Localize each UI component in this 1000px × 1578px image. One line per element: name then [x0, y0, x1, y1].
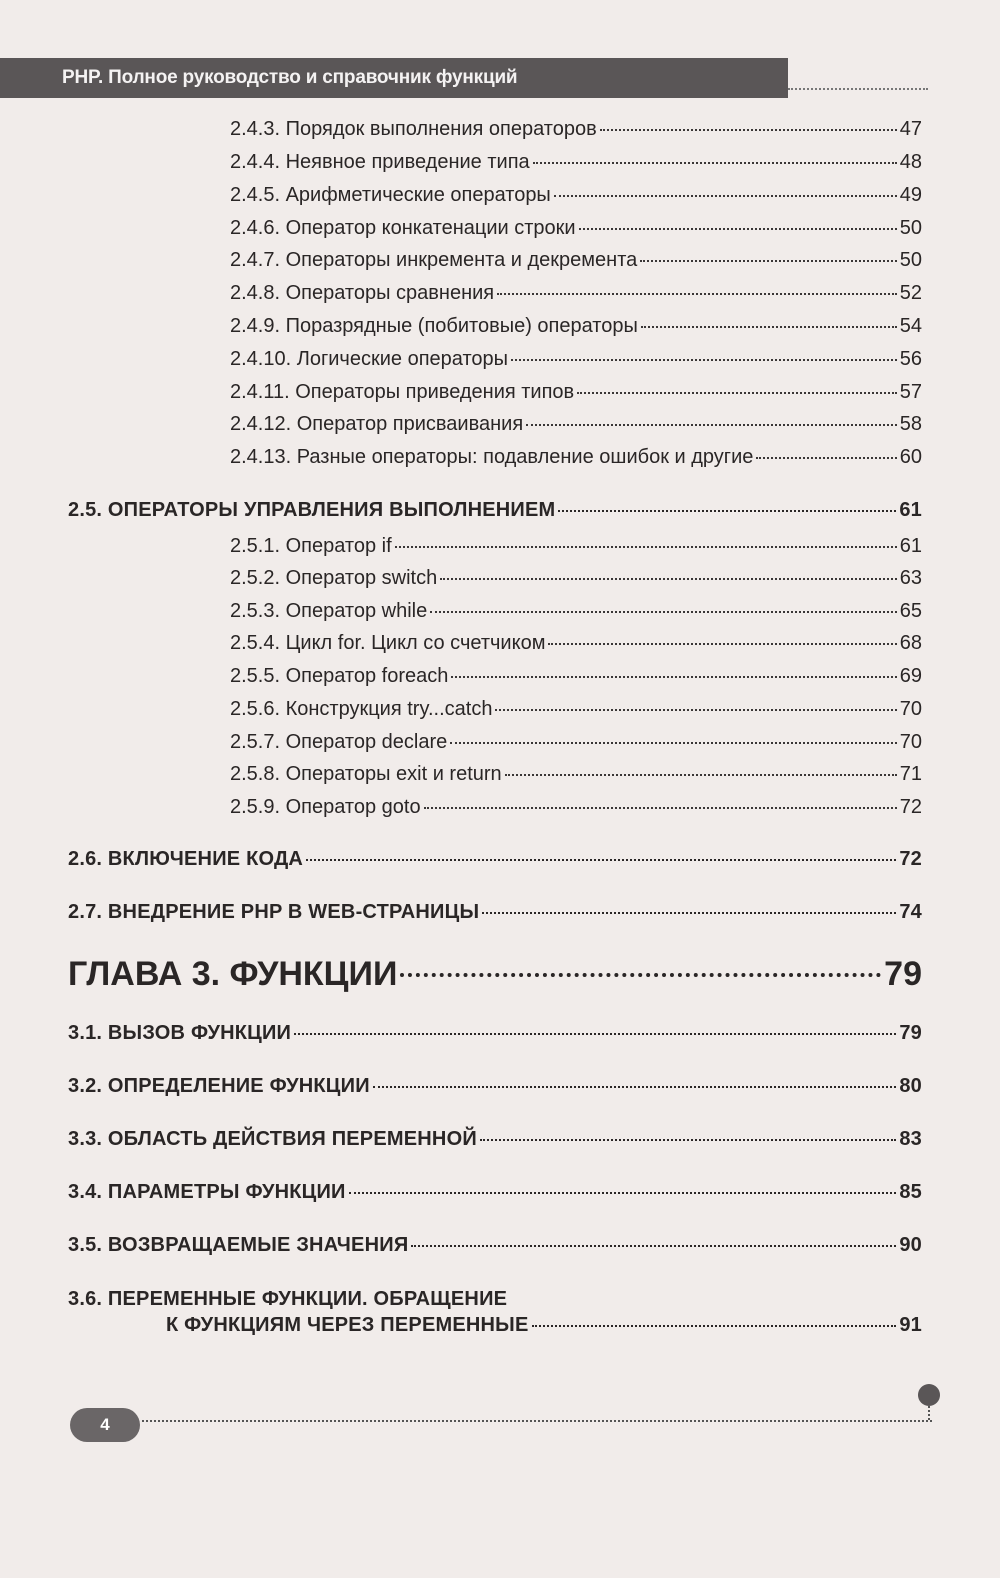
toc-entry-2-4-8: 2.4.8. Операторы сравнения 52 — [230, 282, 922, 304]
toc-entry-2-5-9: 2.5.9. Оператор goto 72 — [230, 796, 922, 818]
toc-entry-2-5-1: 2.5.1. Оператор if 61 — [230, 535, 922, 557]
page-number: 4 — [100, 1415, 110, 1434]
toc-entry-2-4-11: 2.4.11. Операторы приведения типов 57 — [230, 381, 922, 403]
toc-section-2-6: 2.6. ВКЛЮЧЕНИЕ КОДА 72 — [68, 848, 922, 870]
toc-section-3-5: 3.5. ВОЗВРАЩАЕМЫЕ ЗНАЧЕНИЯ 90 — [68, 1234, 922, 1256]
toc-entry-2-4-4: 2.4.4. Неявное приведение типа 48 — [230, 151, 922, 173]
footer-rule — [142, 1420, 932, 1422]
toc-entry-2-5-3: 2.5.3. Оператор while 65 — [230, 600, 922, 622]
toc-entry-2-4-12: 2.4.12. Оператор присваивания 58 — [230, 413, 922, 435]
toc-entry-2-4-10: 2.4.10. Логические операторы 56 — [230, 348, 922, 370]
running-header — [0, 58, 788, 98]
toc-entry-2-4-13: 2.4.13. Разные операторы: подавление ошибок и другие 60 — [230, 446, 922, 468]
toc-entry-2-4-9: 2.4.9. Поразрядные (побитовые) операторы 54 — [230, 315, 922, 337]
toc-chapter-3: ГЛАВА 3. ФУНКЦИИ 79 — [68, 955, 922, 993]
footer-tick-ornament — [928, 1406, 930, 1420]
footer-dot-ornament — [918, 1384, 940, 1406]
toc-section-2-7: 2.7. ВНЕДРЕНИЕ PHP В WEB-СТРАНИЦЫ 74 — [68, 901, 922, 923]
toc-entry-2-4-7: 2.4.7. Операторы инкремента и декремента 50 — [230, 249, 922, 271]
toc-section-2-5: 2.5. ОПЕРАТОРЫ УПРАВЛЕНИЯ ВЫПОЛНЕНИЕМ 61 — [68, 499, 922, 521]
page-number-badge — [70, 1408, 140, 1442]
toc-entry-2-4-6: 2.4.6. Оператор конкатенации строки 50 — [230, 217, 922, 239]
toc-section-3-6: К ФУНКЦИЯМ ЧЕРЕЗ ПЕРЕМЕННЫЕ 91 — [166, 1314, 922, 1336]
toc-section-3-1: 3.1. ВЫЗОВ ФУНКЦИИ 79 — [68, 1022, 922, 1044]
toc-entry-2-5-6: 2.5.6. Конструкция try...catch 70 — [230, 698, 922, 720]
toc-entry-2-4-3: 2.4.3. Порядок выполнения операторов 47 — [230, 118, 922, 140]
toc-section-3-6-line1: 3.6. ПЕРЕМЕННЫЕ ФУНКЦИИ. ОБРАЩЕНИЕ — [68, 1288, 508, 1310]
toc-entry-2-5-4: 2.5.4. Цикл for. Цикл со счетчиком 68 — [230, 632, 922, 654]
toc-entry-2-5-8: 2.5.8. Операторы exit и return 71 — [230, 763, 922, 785]
toc-entry-2-5-2: 2.5.2. Оператор switch 63 — [230, 567, 922, 589]
toc-section-3-2: 3.2. ОПРЕДЕЛЕНИЕ ФУНКЦИИ 80 — [68, 1075, 922, 1097]
toc-section-3-3: 3.3. ОБЛАСТЬ ДЕЙСТВИЯ ПЕРЕМЕННОЙ 83 — [68, 1128, 922, 1150]
toc-entry-2-4-5: 2.4.5. Арифметические операторы 49 — [230, 184, 922, 206]
toc-entry-2-5-7: 2.5.7. Оператор declare 70 — [230, 731, 922, 753]
header-rule — [788, 88, 928, 90]
toc-entry-2-5-5: 2.5.5. Оператор foreach 69 — [230, 665, 922, 687]
running-header-title: PHP. Полное руководство и справочник функций — [62, 67, 518, 88]
toc-section-3-4: 3.4. ПАРАМЕТРЫ ФУНКЦИИ 85 — [68, 1181, 922, 1203]
